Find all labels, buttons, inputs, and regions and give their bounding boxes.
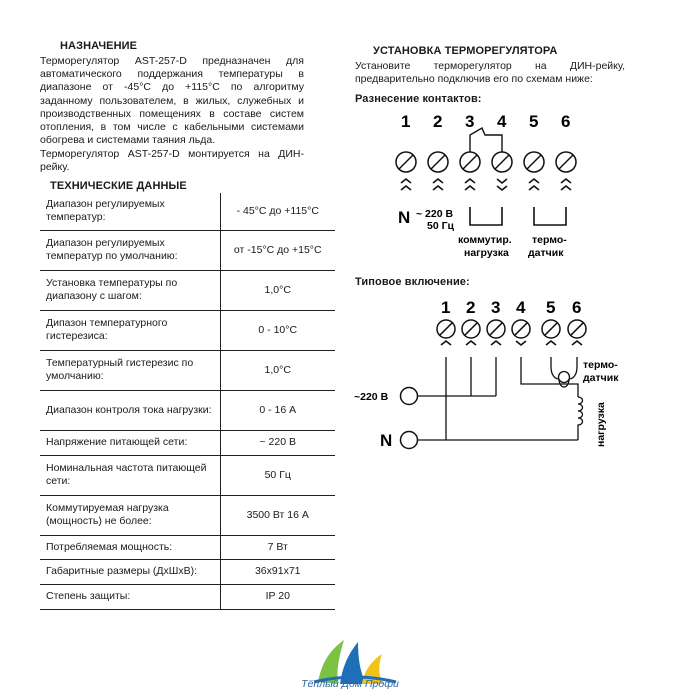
terminal-screw <box>437 320 455 338</box>
spec-param: Напряжение питающей сети: <box>40 430 220 455</box>
terminal-arrows <box>491 341 501 345</box>
terminal-number: 3 <box>491 298 501 317</box>
terminal-screw <box>568 320 586 338</box>
spec-value: 1,0°С <box>220 350 335 390</box>
switch-label-2: нагрузка <box>464 247 509 259</box>
spec-value: 36х91х71 <box>220 559 335 584</box>
terminal-screw <box>556 152 576 172</box>
terminal-arrows <box>466 341 476 345</box>
terminal-number: 4 <box>497 112 507 131</box>
terminal-arrows <box>561 179 571 190</box>
spec-row <box>40 535 335 559</box>
switch-label-1: коммутир. <box>458 234 512 246</box>
spec-value: ~ 220 В <box>220 430 335 455</box>
specs-heading: ТЕХНИЧЕСКИЕ ДАННЫЕ <box>50 180 187 192</box>
spec-value: 50 Гц <box>220 455 335 495</box>
terminal-arrows <box>497 179 507 190</box>
spec-row <box>40 455 335 495</box>
spec-param: Номинальная частота питающей сети: <box>40 455 220 495</box>
spec-param: Диапазон регулируемых температур: <box>40 193 220 230</box>
terminal-screw <box>396 152 416 172</box>
typical-heading: Типовое включение: <box>355 276 470 288</box>
terminal-number: 3 <box>465 112 475 131</box>
terminal-screw <box>428 152 448 172</box>
sensor-bracket <box>534 207 566 225</box>
terminal-arrows <box>546 341 556 345</box>
contacts-diagram <box>396 112 576 259</box>
load-coil <box>578 397 583 440</box>
terminal-220-circle <box>401 388 418 405</box>
spec-row <box>40 270 335 310</box>
wiring-diagrams <box>340 95 640 465</box>
switch-bracket <box>470 207 502 225</box>
terminal-arrows <box>516 341 526 345</box>
spec-value: - 45°С до +115°С <box>220 193 335 230</box>
terminal-number: 1 <box>441 298 451 317</box>
typical-load-label: нагрузка <box>595 402 607 447</box>
spec-row <box>40 584 335 609</box>
spec-param: Диапазон регулируемых температур по умолчанию: <box>40 230 220 270</box>
typical-n-label: N <box>380 431 393 450</box>
specs-table <box>40 193 335 610</box>
terminal-number: 5 <box>546 298 556 317</box>
spec-value: 7 Вт <box>220 535 335 559</box>
terminal-screw <box>524 152 544 172</box>
spec-value: 3500 Вт 16 А <box>220 495 335 535</box>
install-heading: УСТАНОВКА ТЕРМОРЕГУЛЯТОРА <box>373 45 558 57</box>
purpose-heading: НАЗНАЧЕНИЕ <box>60 40 138 52</box>
typical-sensor-label-1: термо- <box>583 359 618 371</box>
spec-param: Температурный гистерезис по умолчанию: <box>40 350 220 390</box>
purpose-text: Терморегулятор AST-257-D предназначен для автоматического поддержания температуры в диапазоне от -45°С до +115°С по алгоритму заданному пользователем, в жилых, служебных и производственных помещениях в составе систем отопления, в том числе с кабельными системами обогрева и системами таяния льда. <box>40 55 304 147</box>
install-text: Установите терморегулятор на ДИН-рейку, предварительно подключив его по схемам ниже: <box>355 60 625 86</box>
sensor-label-1: термо- <box>532 234 567 246</box>
terminal-screw <box>460 152 480 172</box>
terminal-screw <box>492 152 512 172</box>
brand-name: Тёплый Дом Профи <box>301 678 399 690</box>
terminal-arrows <box>529 179 539 190</box>
supply-frequency-label: 50 Гц <box>427 220 455 232</box>
supply-voltage-label: ~ 220 В <box>416 208 454 220</box>
spec-param: Габаритные размеры (ДхШхВ): <box>40 559 220 584</box>
spec-param: Дипазон температурного гистерезиса: <box>40 310 220 350</box>
typical-220-label: ~220 В <box>354 391 389 403</box>
spec-row <box>40 350 335 390</box>
spec-row <box>40 230 335 270</box>
spec-value: IP 20 <box>220 584 335 609</box>
sensor-label-2: датчик <box>528 247 564 259</box>
terminal-number: 6 <box>561 112 571 131</box>
terminal-number: 4 <box>516 298 526 317</box>
terminal-number: 6 <box>572 298 582 317</box>
terminal-number: 1 <box>401 112 411 131</box>
spec-row <box>40 430 335 455</box>
spec-row <box>40 559 335 584</box>
spec-value: 1,0°С <box>220 270 335 310</box>
terminal-n-circle <box>401 432 418 449</box>
terminal-arrows <box>441 341 451 345</box>
spec-value: 0 - 10°С <box>220 310 335 350</box>
terminal-screw <box>462 320 480 338</box>
spec-value: 0 - 16 А <box>220 390 335 430</box>
spec-param: Потребляемая мощность: <box>40 535 220 559</box>
spec-value: от -15°С до +15°С <box>220 230 335 270</box>
terminal-screw <box>487 320 505 338</box>
sensor-bulb <box>559 372 570 383</box>
terminal-arrows <box>572 341 582 345</box>
terminal-number: 2 <box>433 112 443 131</box>
n-label: N <box>398 208 411 227</box>
typical-sensor-label-2: датчик <box>583 372 619 384</box>
spec-row <box>40 390 335 430</box>
terminal-arrows <box>433 179 443 190</box>
spec-param: Коммутируемая нагрузка (мощность) не более: <box>40 495 220 535</box>
contacts-heading: Разнесение контактов: <box>355 93 482 105</box>
spec-param: Степень защиты: <box>40 584 220 609</box>
terminal-screw <box>542 320 560 338</box>
spec-param: Установка температуры по диапазону с шагом: <box>40 270 220 310</box>
spec-row <box>40 193 335 230</box>
terminal-number: 5 <box>529 112 539 131</box>
terminal-arrows <box>401 179 411 190</box>
terminal-number: 2 <box>466 298 476 317</box>
terminal-arrows <box>465 179 475 190</box>
typical-diagram <box>354 298 619 450</box>
mounting-text: Терморегулятор AST-257-D монтируется на ДИН-рейку. <box>40 148 304 174</box>
spec-row <box>40 495 335 535</box>
terminal-screw <box>512 320 530 338</box>
spec-row <box>40 310 335 350</box>
spec-param: Диапазон контроля тока нагрузки: <box>40 390 220 430</box>
